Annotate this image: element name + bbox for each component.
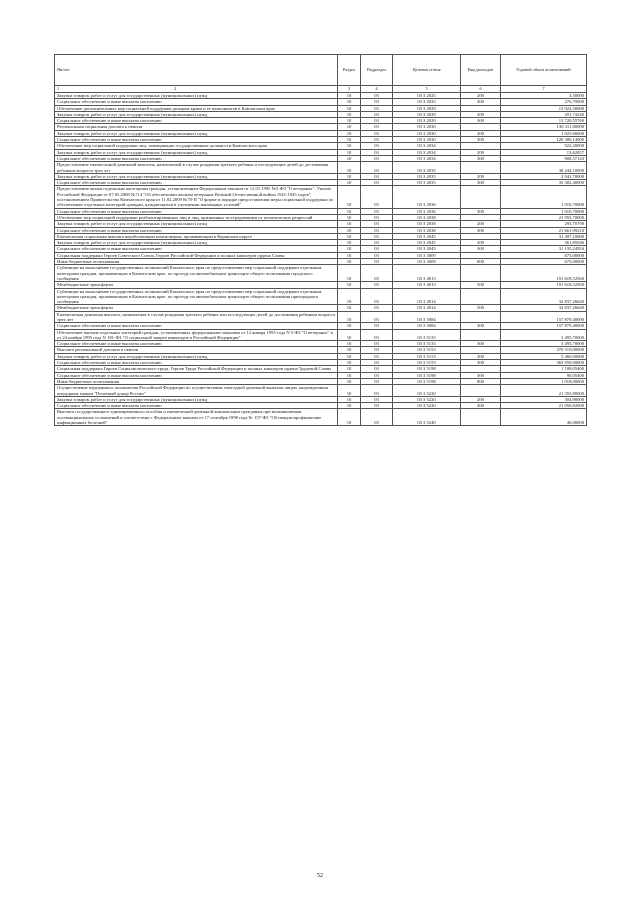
- row-subsection: 03: [361, 311, 393, 323]
- row-section: 10: [338, 366, 361, 372]
- row-subsection: 03: [361, 329, 393, 341]
- row-name: Ежемесячная денежная выплата, назначаемая в случае рождения третьего ребенка или последующих детей до достижения ребенком возраста трех лет: [55, 311, 338, 323]
- row-subsection: 03: [361, 288, 393, 305]
- col-num-1: 1: [57, 86, 60, 92]
- row-amount: 13,62857: [501, 149, 587, 155]
- row-target: 03 3 2045: [393, 240, 461, 246]
- row-amount: 46,00000: [501, 409, 587, 426]
- row-amount: 13 720,55760: [501, 118, 587, 124]
- row-name: Региональная социальная доплата к пенсии: [55, 124, 338, 130]
- row-subsection: 03: [361, 227, 393, 233]
- row-amount: 38 244,10000: [501, 162, 587, 174]
- row-target: 03 3 2038: [393, 214, 461, 220]
- header-amount: Годовой объем ассигнований: [501, 55, 587, 86]
- row-section: 10: [338, 186, 361, 208]
- row-target: 03 3 2036: [393, 208, 461, 214]
- row-amount: 130 311,80000: [501, 124, 587, 130]
- row-section: 10: [338, 214, 361, 220]
- row-section: 10: [338, 137, 361, 143]
- row-expense: 200: [461, 93, 501, 99]
- row-target: 03 3 5220: [393, 396, 461, 402]
- row-subsection: 03: [361, 252, 393, 258]
- row-expense: 300: [461, 341, 501, 347]
- row-section: 10: [338, 118, 361, 124]
- row-expense: [461, 329, 501, 341]
- row-name: Обеспечение мер социальной поддержки лиц, замещающих государственные должности Камчатского края: [55, 143, 338, 149]
- row-subsection: 03: [361, 259, 393, 265]
- row-name: Обеспечение мер социальной поддержки реабилитированных лиц и лиц, признанных пострадавшими от политических репрессий: [55, 214, 338, 220]
- row-expense: 200: [461, 111, 501, 117]
- row-section: 10: [338, 265, 361, 282]
- row-target: 03 3 2029: [393, 111, 461, 117]
- row-subsection: 03: [361, 180, 393, 186]
- row-name: Предоставление ежемесячной денежной выплаты, назначаемой в случае рождения третьего ребенка и последующих детей до достижения ребенком возраста трех лет: [55, 162, 338, 174]
- row-name: Социальное обеспечение и иные выплаты населению: [55, 99, 338, 105]
- row-subsection: 03: [361, 233, 393, 239]
- table-row: [55, 288, 587, 305]
- row-name: Социальное обеспечение и иные выплаты населению: [55, 403, 338, 409]
- row-target: 03 3 2029: [393, 105, 461, 111]
- row-amount: 31 497,10000: [501, 233, 587, 239]
- column-number-row: [55, 86, 587, 93]
- row-name: Межбюджетные трансферты: [55, 305, 338, 311]
- row-amount: 157 879,40000: [501, 323, 587, 329]
- row-name: Социальное обеспечение и иные выплаты населению: [55, 323, 338, 329]
- row-amount: 361,85046: [501, 240, 587, 246]
- row-name: Социальное обеспечение и иные выплаты населению: [55, 180, 338, 186]
- row-amount: 32 837,26640: [501, 288, 587, 305]
- col-num-7: 7: [501, 86, 587, 93]
- row-target: 03 3 2029: [393, 118, 461, 124]
- row-section: 10: [338, 173, 361, 179]
- row-subsection: 03: [361, 360, 393, 366]
- row-expense: 300: [461, 360, 501, 366]
- row-subsection: 03: [361, 246, 393, 252]
- row-target: 03 3 2035: [393, 173, 461, 179]
- row-subsection: 03: [361, 105, 393, 111]
- row-amount: 276,70000: [501, 99, 587, 105]
- row-section: 10: [338, 99, 361, 105]
- row-target: 03 3 2025: [393, 93, 461, 99]
- row-name: Закупка товаров, работ и услуг для государственных (муниципальных) нужд: [55, 240, 338, 246]
- row-name: Закупка товаров, работ и услуг для государственных (муниципальных) нужд: [55, 93, 338, 99]
- row-expense: [461, 162, 501, 174]
- row-section: 10: [338, 221, 361, 227]
- row-amount: 191 618,52560: [501, 265, 587, 282]
- row-expense: 300: [461, 246, 501, 252]
- row-section: 10: [338, 111, 361, 117]
- row-subsection: 03: [361, 214, 393, 220]
- col-num-4: 4: [361, 86, 393, 93]
- row-amount: 1 010,70000: [501, 208, 587, 214]
- row-amount: 3 495,70000: [501, 329, 587, 341]
- budget-table-sheet: [54, 54, 586, 426]
- row-subsection: 03: [361, 347, 393, 353]
- row-section: 10: [338, 180, 361, 186]
- row-amount: 370 510,00000: [501, 347, 587, 353]
- row-section: 10: [338, 252, 361, 258]
- row-subsection: 03: [361, 143, 393, 149]
- row-amount: 922,20000: [501, 143, 587, 149]
- row-name: Субвенции на выполнение государственных полномочий Камчатского края по предоставлению мер социальной поддержки отдельным категориям граждан, проживающим в Камчатском крае, по проезду на автомобильном транспорте общего пользования пригородного сообщения: [55, 288, 338, 305]
- row-subsection: 03: [361, 99, 393, 105]
- row-subsection: 03: [361, 149, 393, 155]
- row-section: 10: [338, 372, 361, 378]
- row-amount: 365 050,00000: [501, 360, 587, 366]
- row-amount: 31 135,24954: [501, 246, 587, 252]
- row-target: 03 3 5240: [393, 409, 461, 426]
- row-target: 03 3 2025: [393, 99, 461, 105]
- row-target: 03 3 5220: [393, 403, 461, 409]
- row-target: 03 3 2038: [393, 227, 461, 233]
- row-section: 10: [338, 149, 361, 155]
- row-section: 10: [338, 288, 361, 305]
- row-expense: 500: [461, 305, 501, 311]
- row-subsection: 03: [361, 385, 393, 397]
- row-name: Социальное обеспечение и иные выплаты населению: [55, 208, 338, 214]
- row-target: 03 3 3009: [393, 252, 461, 258]
- row-section: 10: [338, 409, 361, 426]
- row-section: 10: [338, 360, 361, 366]
- row-section: 10: [338, 124, 361, 130]
- row-target: 03 3 2030: [393, 130, 461, 136]
- row-target: 03 3 4014: [393, 305, 461, 311]
- row-amount: 1 108,05400: [501, 366, 587, 372]
- row-name: Закупка товаров, работ и услуг для государственных (муниципальных) нужд: [55, 111, 338, 117]
- row-expense: 200: [461, 149, 501, 155]
- row-amount: 21 955,70000: [501, 214, 587, 220]
- row-target: 03 3 2038: [393, 221, 461, 227]
- row-amount: 1 010,70000: [501, 186, 587, 208]
- row-amount: 1 925,66000: [501, 130, 587, 136]
- col-num-5: 5: [393, 86, 461, 93]
- row-subsection: 03: [361, 240, 393, 246]
- row-expense: 200: [461, 240, 501, 246]
- row-section: 10: [338, 240, 361, 246]
- row-expense: 300: [461, 208, 501, 214]
- row-section: 10: [338, 259, 361, 265]
- table-row: [55, 385, 587, 397]
- row-name: Обеспечение жильем отдельных категорий граждан, установленных федеральными законами от 12 января 1995 года N 5-ФЗ "О ветеранах" и от 24 ноября 1995 года N 181-ФЗ "О социальной защите инвалидов в Российской Федерации": [55, 329, 338, 341]
- table-row: [55, 162, 587, 174]
- row-subsection: 03: [361, 378, 393, 384]
- row-subsection: 03: [361, 118, 393, 124]
- row-subsection: 03: [361, 124, 393, 130]
- row-target: 03 3 5135: [393, 329, 461, 341]
- row-target: 03 3 3009: [393, 259, 461, 265]
- table-row: [55, 409, 587, 426]
- row-section: 10: [338, 105, 361, 111]
- row-expense: [461, 311, 501, 323]
- row-subsection: 03: [361, 341, 393, 347]
- row-subsection: 03: [361, 323, 393, 329]
- row-subsection: 03: [361, 353, 393, 359]
- table-row: [55, 329, 587, 341]
- row-section: 10: [338, 208, 361, 214]
- col-num-6: 6: [461, 86, 501, 93]
- row-expense: [461, 288, 501, 305]
- row-subsection: 03: [361, 305, 393, 311]
- row-target: 03 3 5198: [393, 378, 461, 384]
- row-name: Социальное обеспечение и иные выплаты населению: [55, 137, 338, 143]
- row-subsection: 03: [361, 162, 393, 174]
- row-section: 10: [338, 347, 361, 353]
- row-target: 03 3 5198: [393, 372, 461, 378]
- row-amount: 1 018,00000: [501, 378, 587, 384]
- row-subsection: 03: [361, 282, 393, 288]
- row-expense: 200: [461, 221, 501, 227]
- row-section: 10: [338, 93, 361, 99]
- col-num-1-2: [55, 86, 338, 93]
- header-expense: Вид расходов: [461, 55, 501, 86]
- row-name: Субвенции на выполнение государственных полномочий Камчатского края по предоставлению мер социальной поддержки отдельным категориям граждан, проживающим в Камчатском крае, по проезду на автомобильном транспорте общего пользования городского сообщения: [55, 265, 338, 282]
- row-expense: 500: [461, 282, 501, 288]
- row-amount: 293,70790: [501, 221, 587, 227]
- row-amount: 3,50000: [501, 93, 587, 99]
- row-name: Социальное обеспечение и иные выплаты населению: [55, 360, 338, 366]
- row-expense: 300: [461, 99, 501, 105]
- row-amount: 21 050,82000: [501, 403, 587, 409]
- row-name: Иные бюджетные ассигнования: [55, 378, 338, 384]
- row-name: Социальная поддержка Героев Социалистического труда, Героев Труда Российской Федерации и полных кавалеров ордена Трудовой Славы: [55, 366, 338, 372]
- col-num-2: 2: [174, 86, 177, 92]
- row-section: 10: [338, 385, 361, 397]
- row-subsection: 03: [361, 396, 393, 402]
- row-expense: 800: [461, 259, 501, 265]
- row-name: Закупка товаров, работ и услуг для государственных (муниципальных) нужд: [55, 396, 338, 402]
- row-name: Закупка товаров, работ и услуг для государственных (муниципальных) нужд: [55, 149, 338, 155]
- row-name: Межбюджетные трансферты: [55, 282, 338, 288]
- page-number: 52: [317, 873, 323, 879]
- row-target: 03 3 5153: [393, 353, 461, 359]
- row-subsection: 03: [361, 111, 393, 117]
- row-section: 10: [338, 143, 361, 149]
- row-section: 10: [338, 227, 361, 233]
- row-target: 03 3 5135: [393, 341, 461, 347]
- row-name: Закупка товаров, работ и услуг для государственных (муниципальных) нужд: [55, 173, 338, 179]
- row-subsection: 03: [361, 137, 393, 143]
- row-name: Выплата региональной доплаты к пенсии: [55, 347, 338, 353]
- row-name: Социальное обеспечение и иные выплаты населению: [55, 372, 338, 378]
- row-amount: 128 386,14000: [501, 137, 587, 143]
- row-name: Предоставление жилья отдельным категориям граждан, установленным Федеральным законом от 12.01.1995 №5-ФЗ "О ветеранах", Указом Российской Федерации от 07.05.2008 №714 "Об обеспечении жильем ветеранов Великой Отечественной войны 1941-1945 годов", постановлением Правительства Камчатского края от 11.02.2009 №70-П "О форме и порядке предоставления меры социальной поддержки по обеспечению отдельных категорий граждан, нуждающихся в улучшении жилищных условий": [55, 186, 338, 208]
- row-expense: 300: [461, 155, 501, 161]
- row-amount: 35 302,40000: [501, 180, 587, 186]
- row-section: 10: [338, 282, 361, 288]
- row-subsection: 03: [361, 366, 393, 372]
- row-target: 03 3 5198: [393, 366, 461, 372]
- row-amount: 157 879,40000: [501, 311, 587, 323]
- row-section: 10: [338, 233, 361, 239]
- row-target: 03 3 2035: [393, 180, 461, 186]
- row-amount: 304,98000: [501, 396, 587, 402]
- row-subsection: 03: [361, 186, 393, 208]
- row-target: 03 3 4013: [393, 282, 461, 288]
- row-target: 03 3 4013: [393, 265, 461, 282]
- row-amount: 13 922,30000: [501, 105, 587, 111]
- row-subsection: 03: [361, 403, 393, 409]
- row-target: 03 3 2045: [393, 233, 461, 239]
- row-target: 03 3 4014: [393, 288, 461, 305]
- row-expense: 200: [461, 353, 501, 359]
- row-expense: 300: [461, 372, 501, 378]
- budget-table: [54, 54, 587, 426]
- col-num-3: 3: [338, 86, 361, 93]
- row-amount: 32 837,26640: [501, 305, 587, 311]
- row-subsection: 03: [361, 372, 393, 378]
- row-expense: 300: [461, 323, 501, 329]
- row-name: Социальное обеспечение и иные выплаты населению: [55, 118, 338, 124]
- row-name: Социальное обеспечение и иные выплаты населению: [55, 227, 338, 233]
- row-subsection: 03: [361, 173, 393, 179]
- row-expense: 200: [461, 130, 501, 136]
- row-section: 10: [338, 353, 361, 359]
- row-name: Социальная поддержка Героев Советского Союза, Героев Российской Федерации и полных кавалеров ордена Славы: [55, 252, 338, 258]
- row-amount: 21 661,99210: [501, 227, 587, 233]
- row-amount: 675,00000: [501, 252, 587, 258]
- row-section: 10: [338, 403, 361, 409]
- row-name: Осуществление переданного полномочия Российской Федерации по осуществлению ежегодной денежной выплаты лицам, награжденным нагрудным знаком "Почетный донор России": [55, 385, 338, 397]
- row-name: Выплата государственного единовременного пособия и ежемесячной денежной компенсации гражданам при возникновении поствакцинальных осложнений в соответствии с Федеральным законом от 17 сентября 1998 года № 157-ФЗ "Об иммунопрофилактике инфекционных болезней": [55, 409, 338, 426]
- row-name: Социальное обеспечение и иные выплаты населению: [55, 246, 338, 252]
- row-amount: 90,05400: [501, 372, 587, 378]
- row-section: 10: [338, 341, 361, 347]
- row-amount: 21 355,80000: [501, 385, 587, 397]
- row-target: 03 3 2034: [393, 143, 461, 149]
- row-subsection: 03: [361, 265, 393, 282]
- header-name: Ян/п/п: [55, 55, 338, 86]
- row-target: 03 3 5084: [393, 311, 461, 323]
- row-section: 10: [338, 305, 361, 311]
- row-target: 03 3 5084: [393, 323, 461, 329]
- row-name: Социальное обеспечение и иные выплаты населению: [55, 155, 338, 161]
- header-target: Целевая статья: [393, 55, 461, 86]
- header-section: Раздел: [338, 55, 361, 86]
- row-name: Иные бюджетные ассигнования: [55, 259, 338, 265]
- table-row: [55, 311, 587, 323]
- row-section: 10: [338, 378, 361, 384]
- row-amount: 2 941,70000: [501, 173, 587, 179]
- row-expense: [461, 385, 501, 397]
- header-subsection: Подраздел: [361, 55, 393, 86]
- row-amount: 3 495,70000: [501, 341, 587, 347]
- row-expense: 200: [461, 173, 501, 179]
- row-target: 03 3 2030: [393, 137, 461, 143]
- row-target: 03 3 2034: [393, 149, 461, 155]
- row-target: 03 3 5220: [393, 385, 461, 397]
- row-target: 03 3 2034: [393, 155, 461, 161]
- row-section: 10: [338, 130, 361, 136]
- row-expense: 300: [461, 180, 501, 186]
- row-subsection: 03: [361, 155, 393, 161]
- row-section: 10: [338, 396, 361, 402]
- row-subsection: 03: [361, 208, 393, 214]
- row-name: Ежемесячная социальная выплата неработающим пенсионерам, проживающим в Корякском округе: [55, 233, 338, 239]
- row-expense: 300: [461, 403, 501, 409]
- row-expense: [461, 186, 501, 208]
- row-amount: 191 618,52560: [501, 282, 587, 288]
- row-expense: 300: [461, 227, 501, 233]
- row-subsection: 03: [361, 409, 393, 426]
- row-expense: 200: [461, 396, 501, 402]
- row-subsection: 03: [361, 130, 393, 136]
- row-target: 03 3 2030: [393, 124, 461, 130]
- row-name: Закупка товаров, работ и услуг для государственных (муниципальных) нужд: [55, 130, 338, 136]
- row-amount: 201,74240: [501, 111, 587, 117]
- row-subsection: 03: [361, 93, 393, 99]
- row-subsection: 03: [361, 221, 393, 227]
- row-target: 03 3 5153: [393, 360, 461, 366]
- row-expense: [461, 265, 501, 282]
- row-section: 10: [338, 329, 361, 341]
- row-expense: 300: [461, 137, 501, 143]
- row-section: 10: [338, 155, 361, 161]
- row-section: 10: [338, 162, 361, 174]
- table-row: [55, 186, 587, 208]
- row-target: 03 3 5153: [393, 347, 461, 353]
- row-section: 10: [338, 311, 361, 323]
- row-target: 03 3 2045: [393, 246, 461, 252]
- row-name: Закупка товаров, работ и услуг для государственных (муниципальных) нужд: [55, 353, 338, 359]
- row-name: Обеспечение дополнительных мер социальной поддержки донорам крови и ее компонентов в Камчатском крае: [55, 105, 338, 111]
- row-target: 03 3 2035: [393, 162, 461, 174]
- row-target: 03 3 2036: [393, 186, 461, 208]
- row-expense: 300: [461, 118, 501, 124]
- row-name: Закупка товаров, работ и услуг для государственных (муниципальных) нужд: [55, 221, 338, 227]
- header-row: [55, 55, 587, 86]
- row-amount: 5 460,00000: [501, 353, 587, 359]
- row-section: 10: [338, 323, 361, 329]
- row-expense: [461, 409, 501, 426]
- row-amount: 908,57143: [501, 155, 587, 161]
- row-section: 10: [338, 246, 361, 252]
- row-amount: 675,00000: [501, 259, 587, 265]
- row-expense: 800: [461, 378, 501, 384]
- table-row: [55, 265, 587, 282]
- row-name: Социальное обеспечение и иные выплаты населению: [55, 341, 338, 347]
